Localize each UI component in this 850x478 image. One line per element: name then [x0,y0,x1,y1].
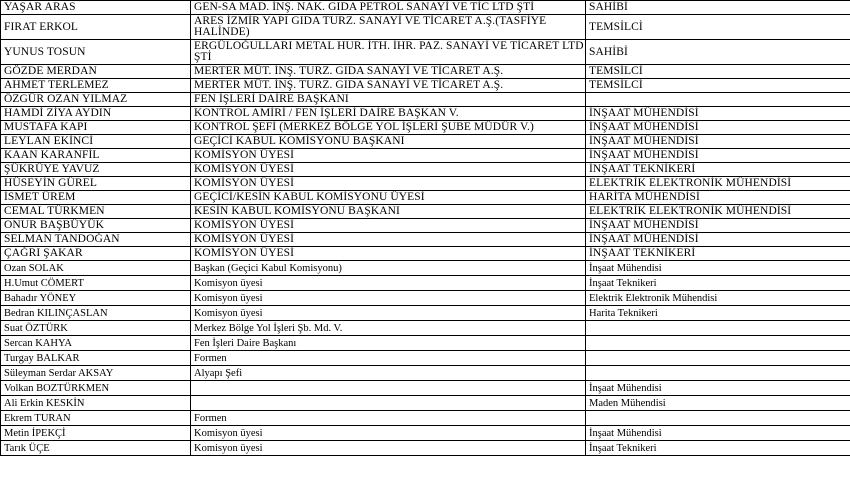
name-cell: Süleyman Serdar AKSAY [1,366,191,381]
name-cell: YUNUS TOSUN [1,40,191,65]
name-cell: YAŞAR ARAS [1,1,191,15]
name-cell: MUSTAFA KAPI [1,121,191,135]
table-row [1,381,850,396]
name-cell: ŞÜKRÜYE YAVUZ [1,163,191,177]
role-cell: İnşaat Teknikeri [586,276,850,291]
table-row [1,247,850,261]
role-cell: İNŞAAT MÜHENDİSİ [586,233,850,247]
company-cell: Komisyon üyesi [191,291,586,306]
table-row [1,15,850,40]
company-cell: KOMİSYON ÜYESİ [191,149,586,163]
company-cell: Başkan (Geçici Kabul Komisyonu) [191,261,586,276]
name-cell: Bedran KILINÇASLAN [1,306,191,321]
company-cell: MERTER MÜT. İNŞ. TURZ. GIDA SANAYİ VE TİCARET A.Ş. [191,79,586,93]
company-cell: Komisyon üyesi [191,276,586,291]
role-cell: İNŞAAT MÜHENDİSİ [586,135,850,149]
table-row [1,191,850,205]
role-cell: İnşaat Mühendisi [586,381,850,396]
role-cell: İnşaat Mühendisi [586,261,850,276]
name-cell: Turgay BALKAR [1,351,191,366]
company-cell: ARES İZMİR YAPI GIDA TURZ. SANAYİ VE TİCARET A.Ş.(TASFİYE HALİNDE) [191,15,586,40]
role-cell: Maden Mühendisi [586,396,850,411]
name-cell: FIRAT ERKOL [1,15,191,40]
name-cell: Ozan SOLAK [1,261,191,276]
table-row [1,351,850,366]
company-cell: KOMİSYON ÜYESİ [191,247,586,261]
table-row [1,163,850,177]
table-row [1,366,850,381]
company-cell: KESİN KABUL KOMİSYONU BAŞKANI [191,205,586,219]
name-cell: Suat ÖZTÜRK [1,321,191,336]
role-cell: İNŞAAT MÜHENDİSİ [586,219,850,233]
company-cell [191,396,586,411]
company-cell: Formen [191,351,586,366]
name-cell: Sercan KAHYA [1,336,191,351]
table-row [1,219,850,233]
company-cell: KONTROL ŞEFİ (MERKEZ BÖLGE YOL İŞLERİ ŞUBE MÜDÜR V.) [191,121,586,135]
name-cell: İSMET ÜREM [1,191,191,205]
role-cell: Elektrik Elektronik Mühendisi [586,291,850,306]
table-row [1,177,850,191]
role-cell [586,366,850,381]
role-cell: Harita Teknikeri [586,306,850,321]
table-row [1,107,850,121]
table-row [1,149,850,163]
table-row [1,261,850,276]
role-cell: İNŞAAT MÜHENDİSİ [586,107,850,121]
name-cell: ONUR BAŞBÜYÜK [1,219,191,233]
table-row [1,441,850,456]
name-cell: Volkan BOZTÜRKMEN [1,381,191,396]
table-row [1,65,850,79]
table-row [1,205,850,219]
company-cell: GEN-SA MAD. İNŞ. NAK. GIDA PETROL SANAYİ VE TİC LTD ŞTİ [191,1,586,15]
role-cell: İNŞAAT TEKNİKERİ [586,247,850,261]
role-cell [586,93,850,107]
company-cell: KOMİSYON ÜYESİ [191,219,586,233]
name-cell: ÖZGÜR OZAN YILMAZ [1,93,191,107]
table-row [1,306,850,321]
role-cell: TEMSİLCİ [586,79,850,93]
table-row [1,411,850,426]
name-cell: KAAN KARANFİL [1,149,191,163]
role-cell: ELEKTRİK ELEKTRONİK MÜHENDİSİ [586,205,850,219]
company-cell: FEN İŞLERİ DAİRE BAŞKANI [191,93,586,107]
table-row [1,321,850,336]
role-cell: İNŞAAT TEKNİKERİ [586,163,850,177]
role-cell [586,351,850,366]
name-cell: HÜSEYİN GÜREL [1,177,191,191]
role-cell: TEMSİLCİ [586,15,850,40]
table-row [1,396,850,411]
name-cell: H.Umut CÖMERT [1,276,191,291]
role-cell [586,411,850,426]
table-row [1,135,850,149]
name-cell: SELMAN TANDOĞAN [1,233,191,247]
table-row [1,291,850,306]
company-cell: Merkez Bölge Yol İşleri Şb. Md. V. [191,321,586,336]
table-row [1,276,850,291]
name-cell: GÖZDE MERDAN [1,65,191,79]
role-cell: İnşaat Teknikeri [586,441,850,456]
company-cell [191,381,586,396]
table-row [1,336,850,351]
company-cell: Formen [191,411,586,426]
company-cell: Alyapı Şefi [191,366,586,381]
name-cell: Tarık ÜÇE [1,441,191,456]
name-cell: ÇAĞRI ŞAKAR [1,247,191,261]
name-cell: Metin İPEKÇİ [1,426,191,441]
table-row [1,40,850,65]
table-row [1,426,850,441]
company-cell: MERTER MÜT. İNŞ. TURZ. GIDA SANAYİ VE TİCARET A.Ş. [191,65,586,79]
company-cell: Komisyon üyesi [191,306,586,321]
company-cell: ERGÜLOĞULLARI METAL HUR. İTH. İHR. PAZ. SANAYİ VE TİCARET LTD ŞTİ [191,40,586,65]
role-cell: İNŞAAT MÜHENDİSİ [586,149,850,163]
company-cell: KOMİSYON ÜYESİ [191,177,586,191]
company-cell: Komisyon üyesi [191,441,586,456]
company-cell: KOMİSYON ÜYESİ [191,233,586,247]
company-cell: Fen İşleri Daire Başkanı [191,336,586,351]
role-cell [586,336,850,351]
role-cell: SAHİBİ [586,40,850,65]
table-row [1,121,850,135]
table-row [1,1,850,15]
company-cell: KOMİSYON ÜYESİ [191,163,586,177]
name-cell: LEYLAN EKİNCİ [1,135,191,149]
table-row [1,79,850,93]
name-cell: Bahadır YÖNEY [1,291,191,306]
role-cell: ELEKTRİK ELEKTRONİK MÜHENDİSİ [586,177,850,191]
name-cell: AHMET TERLEMEZ [1,79,191,93]
role-cell: TEMSİLCİ [586,65,850,79]
table-row [1,233,850,247]
company-cell: KONTROL AMİRİ / FEN İŞLERİ DAİRE BAŞKAN V. [191,107,586,121]
role-cell: İnşaat Mühendisi [586,426,850,441]
name-cell: HAMDİ ZİYA AYDIN [1,107,191,121]
name-cell: CEMAL TÜRKMEN [1,205,191,219]
role-cell: İNŞAAT MÜHENDİSİ [586,121,850,135]
name-cell: Ekrem TURAN [1,411,191,426]
role-cell [586,321,850,336]
table-row [1,93,850,107]
role-cell: SAHİBİ [586,1,850,15]
company-cell: GEÇİCİ KABUL KOMİSYONU BAŞKANI [191,135,586,149]
role-cell: HARİTA MÜHENDİSİ [586,191,850,205]
company-cell: Komisyon üyesi [191,426,586,441]
name-cell: Ali Erkin KESKİN [1,396,191,411]
company-cell: GEÇİCİ/KESİN KABUL KOMİSYONU ÜYESİ [191,191,586,205]
